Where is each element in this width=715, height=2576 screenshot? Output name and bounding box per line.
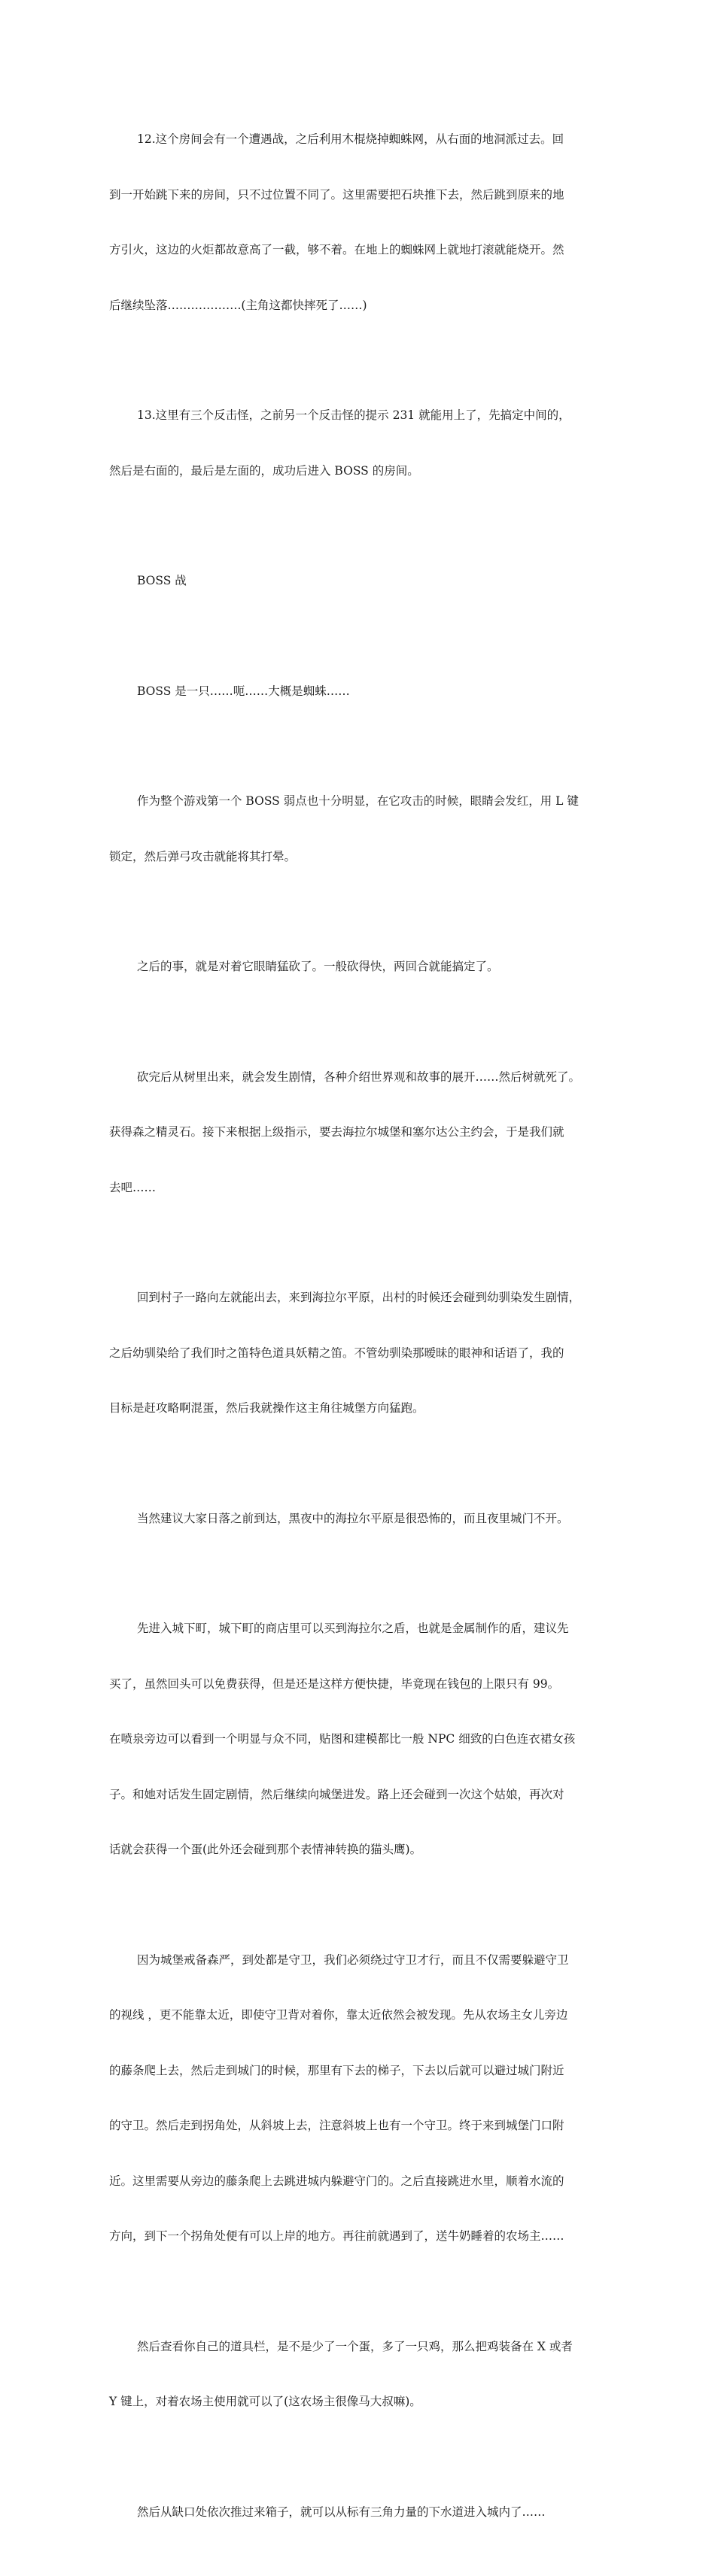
paragraph-boss-finish (109, 921, 606, 1013)
text-line: Y 键上，对着农场主使用就可以了(这农场主很像马大叔嘛)。 (109, 2395, 421, 2408)
paragraph-boss-intro (109, 645, 606, 738)
text-line: 在喷泉旁边可以看到一个明显与众不同，贴图和建模都比一般 NPC 细致的白色连衣裙女孩 (109, 1732, 576, 1746)
text-line: 12.这个房间会有一个遭遇战，之后利用木棍烧掉蜘蛛网，从右面的地洞派过去。回 (137, 132, 564, 146)
text-line: 方引火，这边的火炬都故意高了一截，够不着。在地上的蜘蛛网上就地打滚就能烧开。然 (109, 243, 564, 256)
text-line: 之后的事，就是对着它眼睛猛砍了。一般砍得快，两回合就能搞定了。 (137, 960, 499, 973)
text-line: 锁定，然后弹弓攻击就能将其打晕。 (109, 849, 297, 863)
text-line: 当然建议大家日落之前到达，黑夜中的海拉尔平原是很恐怖的，而且夜里城门不开。 (137, 1511, 569, 1525)
section-heading: BOSS 战 (137, 574, 187, 587)
text-line: 然后从缺口处依次推过来箱子，就可以从标有三角力量的下水道进入城内了…… (137, 2505, 546, 2519)
text-line: 的守卫。然后走到拐角处，从斜坡上去，注意斜坡上也有一个守卫。终于来到城堡门口附 (109, 2119, 564, 2132)
paragraph-after-tree (109, 1031, 606, 1234)
text-line: 作为整个游戏第一个 BOSS 弱点也十分明显，在它攻击的时候，眼睛会发红，用 L 键 (137, 794, 579, 808)
text-line: 话就会获得一个蛋(此外还会碰到那个表情神转换的猫头鹰)。 (109, 1843, 422, 1856)
text-line: 目标是赶攻略啊混蛋，然后我就操作这主角往城堡方向猛跑。 (109, 1401, 424, 1415)
text-line: 然后是右面的，最后是左面的，成功后进入 BOSS 的房间。 (109, 463, 419, 478)
text-line: 的藤条爬上去，然后走到城门的时候，那里有下去的梯子，下去以后就可以避过城门附近 (109, 2063, 564, 2077)
text-line: 去吧…… (109, 1180, 157, 1194)
text-line: 13.这里有三个反击怪，之前另一个反击怪的提示 231 就能用上了，先搞定中间的， (137, 408, 570, 422)
text-line: 回到村子一路向左就能出去，来到海拉尔平原，出村的时候还会碰到幼驯染发生剧情， (137, 1291, 581, 1304)
text-line: 然后查看你自己的道具栏，是不是少了一个蛋，多了一只鸡，那么把鸡装备在 X 或者 (137, 2339, 573, 2353)
boss-heading (109, 535, 606, 627)
paragraph-boss-weakness (109, 755, 606, 903)
paragraph-12 (109, 93, 606, 351)
text-line: 方向，到下一个拐角处便有可以上岸的地方。再往前就遇到了，送牛奶睡着的农场主…… (109, 2229, 564, 2243)
text-line: 买了，虽然回头可以免费获得，但是还是这样方便快捷，毕竟现在钱包的上限只有 99。 (109, 1676, 560, 1691)
text-line: 到一开始跳下来的房间，只不过位置不同了。这里需要把石块推下去，然后跳到原来的地 (109, 187, 564, 202)
text-line: 砍完后从树里出来，就会发生剧情，各种介绍世界观和故事的展开……然后树就死了。 (137, 1070, 581, 1084)
paragraph-castle (109, 1914, 606, 2283)
paragraph-sunset (109, 1473, 606, 1565)
document-body (109, 93, 606, 2576)
text-line: 之后幼驯染给了我们时之笛特色道具妖精之笛。不管幼驯染那暧昧的眼神和话语了，我的 (109, 1346, 564, 1360)
text-line: 的视线 ，更不能靠太近，即使守卫背对着你，靠太近依然会被发现。先从农场主女儿旁边 (109, 2008, 568, 2022)
paragraph-13 (109, 369, 606, 517)
paragraph-town (109, 1582, 606, 1896)
text-line: BOSS 是一只……呃……大概是蜘蛛…… (137, 684, 350, 698)
text-line: 近。这里需要从旁边的藤条爬上去跳进城内躲避守门的。之后直接跳进水里，顺着水流的 (109, 2174, 564, 2188)
text-line: 后继续坠落……………….(主角这都快摔死了……) (109, 298, 367, 312)
paragraph-village (109, 1252, 606, 1455)
text-line: 先进入城下町，城下町的商店里可以买到海拉尔之盾，也就是金属制作的盾，建议先 (137, 1622, 569, 1635)
text-line: 获得森之精灵石。接下来根据上级指示，要去海拉尔城堡和塞尔达公主约会，于是我们就 (109, 1125, 564, 1139)
text-line: 子。和她对话发生固定剧情，然后继续向城堡进发。路上还会碰到一次这个姑娘，再次对 (109, 1787, 564, 1801)
paragraph-sewer (109, 2466, 606, 2559)
text-line: 因为城堡戒备森严，到处都是守卫，我们必须绕过守卫才行，而且不仅需要躲避守卫 (137, 1952, 569, 1967)
paragraph-chicken (109, 2301, 606, 2448)
